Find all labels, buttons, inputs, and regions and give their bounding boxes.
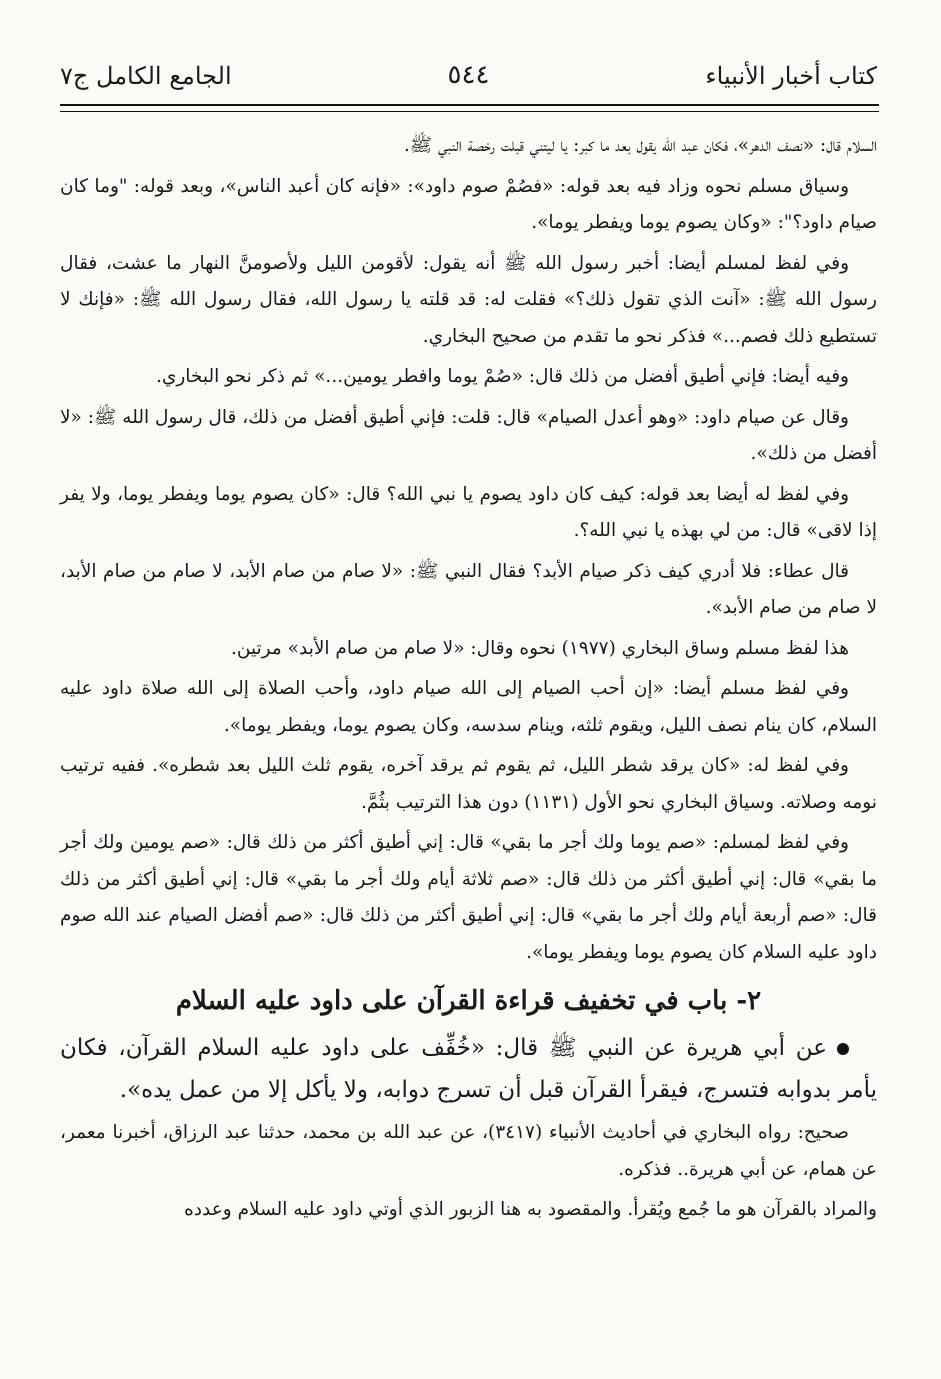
paragraph: قال عطاء: فلا أدري كيف ذكر صيام الأبد؟ فقال النبي ﷺ: «لا صام من صام الأبد، لا صام من صام الأبد، لا صام من صام الأبد». (60, 560, 877, 618)
hadith-text (60, 1027, 877, 1111)
header-rule-thin (60, 111, 879, 112)
paragraph: وقال عن صيام داود: «وهو أعدل الصيام» قال: قلت: فإني أطيق أفضل من ذلك، قال رسول الله ﷺ: «لا أفضل من ذلك». (60, 406, 877, 464)
paragraph: وفي لفظ لمسلم: «صم يوما ولك أجر ما بقي» قال: إني أطيق أكثر من ذلك قال: «صم يومين ولك أجر ما بقي» قال: إني أطيق أكثر من ذلك قال: «صم ثلاثة أيام ولك أجر ما بقي» قال: إني أطيق أكثر من ذلك قال: «صم أربعة أيام ولك أجر ما بقي» قال: إني أطيق أكثر من ذلك قال: «صم أفضل الصيام عند الله صوم داود عليه السلام كان يصوم يوما ويفطر يوما». (60, 832, 877, 963)
page-header (60, 58, 877, 98)
paragraph: وفي لفظ لمسلم أيضا: أخبر رسول الله ﷺ أنه يقول: لأقومن الليل ولأصومنَّ النهار ما عشت، فقال رسول الله ﷺ: «آنت الذي تقول ذلك؟» فقلت له: قد قلته يا رسول الله، فقال رسول الله ﷺ: «فإنك لا تستطيع ذلك فصم...» فذكر نحو ما تقدم من صحيح البخاري. (60, 252, 877, 347)
section-heading: ٢- باب في تخفيف قراءة القرآن على داود عليه السلام (175, 986, 762, 1016)
book-title: كتاب أخبار الأنبياء (705, 62, 877, 90)
paragraph: وسياق مسلم نحوه وزاد فيه بعد قوله: «فصُمْ صوم داود»: «فإنه كان أعبد الناس»، وبعد قوله: "وما كان صيام داود؟": «وكان يصوم يوما ويفطر يوما». (60, 175, 877, 233)
closing-paragraph: والمراد بالقرآن هو ما جُمع ويُقرأ. والمقصود به هنا الزبور الذي أوتي داود عليه السلام وعدده (184, 1199, 877, 1220)
grading-note: صحيح: رواه البخاري في أحاديث الأنبياء (٣٤١٧)، عن عبد الله بن محمد، حدثنا عبد الرزاق، أخبرنا معمر، عن همام، عن أبي هريرة.. فذكره. (60, 1122, 877, 1180)
paragraph: هذا لفظ مسلم وساق البخاري (١٩٧٧) نحوه وقال: «لا صام من صام الأبد» مرتين. (230, 637, 849, 659)
volume-title: الجامع الكامل ج٧ (60, 62, 232, 90)
hadith-body: عن أبي هريرة عن النبي ﷺ قال: «خُفِّف على داود عليه السلام القرآن، فكان يأمر بدوابه فتسرج، فيقرأ القرآن قبل أن تسرج دوابه، ولا يأكل إلا من عمل يده». (60, 1035, 877, 1103)
paragraph: السلام قال: «نصف الدهر»، فكان عبد الله يقول بعد ما كبر: يا ليتني قبلت رخصة النبي ﷺ. (403, 135, 877, 156)
paragraph: وفي لفظ له أيضا بعد قوله: كيف كان داود يصوم يا نبي الله؟ قال: «كان يصوم يوما ويفطر يوما، ولا يفر إذا لاقى» قال: من لي بهذه يا نبي الله؟. (60, 483, 877, 541)
header-rule-thick (60, 104, 879, 106)
paragraph: وفي لفظ مسلم أيضا: «إن أحب الصيام إلى الله صيام داود، وأحب الصلاة إلى الله صلاة داود عليه السلام، كان ينام نصف الليل، ويقوم ثلثه، وينام سدسه، وكان يصوم يوما، ويفطر يوما». (60, 678, 877, 736)
paragraph: وفيه أيضا: فإني أطيق أفضل من ذلك قال: «صُمْ يوما وافطر يومين...» ثم ذكر نحو البخاري. (156, 366, 849, 387)
page-number: ٥٤٤ (447, 60, 490, 90)
paragraph: وفي لفظ له: «كان يرقد شطر الليل، ثم يقوم ثم يرقد آخره، يقوم ثلث الليل بعد شطره». ففيه ترتيب نومه وصلاته. وسياق البخاري نحو الأول (١١٣١) دون هذا الترتيب بثُمَّ. (60, 755, 877, 813)
page-body (60, 128, 877, 1233)
bullet-icon (837, 1043, 849, 1055)
